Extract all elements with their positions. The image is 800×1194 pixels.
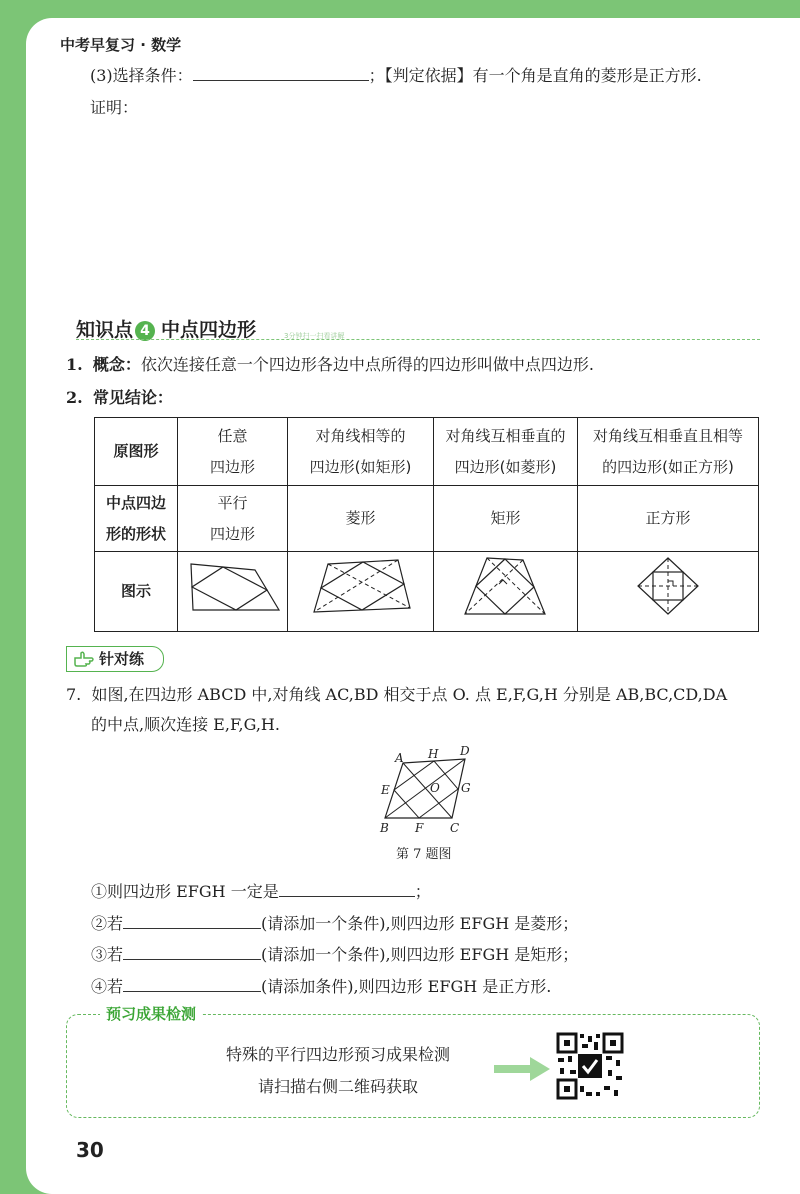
sub3-blank[interactable]	[123, 941, 261, 960]
midpoint-quad	[321, 562, 404, 610]
label-g: G	[461, 781, 471, 795]
table-cell	[288, 418, 434, 486]
conclusion-line	[66, 385, 173, 408]
diagonal	[328, 564, 410, 608]
cell-line: 形的形状	[105, 524, 166, 543]
q7-text-1: 如图,在四边形 ABCD 中,对角线 AC,BD 相交于点 O. 点 E,F,G,H 分别是 AB,BC,CD,DA	[91, 685, 728, 704]
sub2-text: ②若	[91, 914, 124, 933]
table-head-shape	[95, 486, 178, 552]
table-cell: 正方形	[578, 486, 759, 552]
cell-line: 对角线相等的	[315, 426, 406, 445]
sub4-text: ④若	[91, 977, 124, 996]
page-number: 30	[76, 1138, 104, 1162]
outer-quad	[314, 560, 410, 612]
table-cell	[434, 418, 578, 486]
cell-line: 对角线互相垂直且相等	[592, 426, 743, 445]
q7-caption: 第 7 题图	[396, 847, 452, 862]
cell-line: 中点四边	[105, 493, 166, 512]
sub1-post: ；	[414, 882, 431, 901]
cell-line: 平行	[217, 493, 248, 512]
cell-line: 任意	[217, 426, 248, 445]
label-h: H	[428, 747, 439, 761]
table-row-figure	[95, 552, 759, 632]
table-cell	[178, 486, 288, 552]
cell-line: 四边形	[209, 457, 255, 476]
q7-sub3	[91, 941, 578, 965]
cell-line: 四边形	[209, 524, 255, 543]
general-quad-figure	[183, 556, 283, 616]
cell-line: 对角线互相垂直的	[445, 426, 566, 445]
preview-line2: 请扫描右侧二维码获取	[258, 1077, 419, 1096]
figure-cell-rhombus	[288, 552, 434, 632]
square-figure	[628, 554, 708, 618]
sub2-blank[interactable]	[123, 910, 261, 929]
qr-code-icon[interactable]	[556, 1032, 624, 1100]
part3-label: (3)选择条件：	[90, 66, 193, 85]
table-row-shape	[95, 486, 759, 552]
part3-basis: ；【判定依据】有一个角是直角的菱形是正方形.	[368, 66, 702, 85]
cell-line: 四边形(如菱形)	[454, 457, 557, 476]
table-cell	[178, 418, 288, 486]
sub2-post: (请添加一个条件),则四边形 EFGH 是菱形；	[261, 914, 579, 933]
figure-cell-rectangle	[434, 552, 578, 632]
kp4-title: 中点四边形	[161, 319, 257, 341]
q7-text-2: 的中点,顺次连接 E,F,G,H.	[91, 715, 280, 734]
rhombus-figure	[306, 556, 416, 616]
figure-cell-square	[578, 552, 759, 632]
pointing-hand-icon	[73, 650, 95, 668]
label-o: O	[430, 781, 440, 795]
kp4-scan-note: 3分钟扫一扫看讲解	[284, 332, 345, 340]
preview-box	[66, 1014, 760, 1118]
concept-num: 1.	[66, 355, 83, 374]
q7-num: 7.	[66, 685, 82, 704]
outer-quad	[191, 564, 279, 610]
table-cell: 矩形	[434, 486, 578, 552]
right-angle-mark	[668, 581, 673, 586]
conclusion-num: 2.	[66, 388, 83, 407]
sub4-post: (请添加条件),则四边形 EFGH 是正方形.	[261, 977, 552, 996]
kp4-heading	[76, 315, 256, 342]
figure-cell-general	[178, 552, 288, 632]
q7-figure	[374, 745, 484, 837]
cell-line: 四边形(如矩形)	[309, 457, 412, 476]
concept-label: 概念：	[92, 355, 141, 374]
sub1-blank[interactable]	[279, 878, 415, 897]
part3-line	[90, 62, 702, 86]
q7-sub1	[91, 878, 431, 902]
kp4-divider	[76, 339, 760, 340]
practice-label: 针对练	[99, 650, 145, 668]
conclusion-label: 常见结论：	[92, 388, 173, 407]
kp4-number-badge: 4	[135, 321, 155, 341]
label-d: D	[460, 745, 470, 758]
q7-sub4	[91, 973, 551, 997]
concept-text: 依次连接任意一个四边形各边中点所得的四边形叫做中点四边形.	[140, 355, 594, 374]
table-head-figure: 图示	[95, 552, 178, 632]
q7-sub2	[91, 910, 578, 934]
concept-line	[66, 352, 594, 375]
sub4-blank[interactable]	[123, 973, 261, 992]
table-cell: 菱形	[288, 486, 434, 552]
midpoint-quad	[192, 567, 267, 610]
label-e: E	[381, 783, 390, 797]
diagonal-ac	[403, 763, 452, 818]
proof-label: 证明：	[90, 98, 139, 117]
table-row-original	[95, 418, 759, 486]
practice-tag	[66, 646, 164, 672]
sub3-post: (请添加一个条件),则四边形 EFGH 是矩形；	[261, 945, 579, 964]
rectangle-figure	[461, 554, 551, 618]
table-head-original: 原图形	[95, 418, 178, 486]
label-c: C	[450, 821, 460, 835]
midpoint-table	[94, 417, 759, 632]
cell-line: 的四边形(如正方形)	[602, 457, 734, 476]
q7-line1	[66, 682, 727, 705]
preview-line1: 特殊的平行四边形预习成果检测	[226, 1045, 451, 1064]
header-title: 中考早复习 · 数学	[60, 36, 182, 54]
part3-answer-blank[interactable]	[193, 62, 369, 81]
kp4-prefix: 知识点	[76, 319, 134, 341]
sub1-text: ①则四边形 EFGH 一定是	[91, 882, 279, 901]
table-cell	[578, 418, 759, 486]
arrow-right-icon	[494, 1057, 552, 1081]
midpoint-quad	[476, 559, 534, 614]
sub3-text: ③若	[91, 945, 124, 964]
label-b: B	[380, 821, 389, 835]
label-a: A	[395, 751, 404, 765]
preview-title: 预习成果检测	[100, 1003, 202, 1024]
label-f: F	[415, 821, 424, 835]
